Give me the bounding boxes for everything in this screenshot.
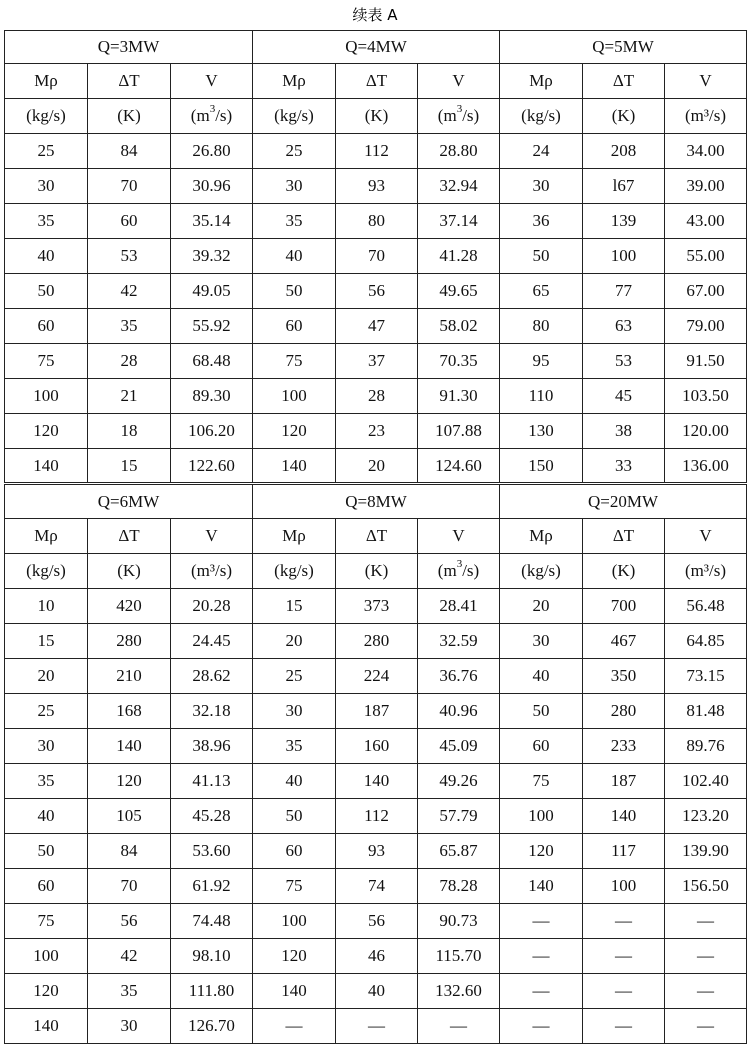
table-cell: 32.94 (418, 169, 500, 204)
table-cell: 115.70 (418, 939, 500, 974)
table-cell: 280 (336, 624, 418, 659)
data-table (4, 30, 747, 1044)
table-cell: 61.92 (171, 869, 253, 904)
column-unit: (K) (88, 99, 171, 134)
group-label: Q=20MW (500, 484, 747, 519)
table-cell: 50 (253, 799, 336, 834)
table-cell: 37 (336, 344, 418, 379)
table-cell: 25 (5, 694, 88, 729)
table-cell: 373 (336, 589, 418, 624)
table-cell: 112 (336, 134, 418, 169)
table-cell: 15 (88, 449, 171, 484)
table-cell: 50 (500, 239, 583, 274)
table-cell: 140 (336, 764, 418, 799)
table-cell: 140 (5, 449, 88, 484)
table-cell: 60 (5, 869, 88, 904)
table-cell: 233 (583, 729, 665, 764)
table-row (5, 659, 747, 694)
table-cell: 136.00 (665, 449, 747, 484)
table-cell: 60 (253, 309, 336, 344)
column-unit-row (5, 99, 747, 134)
table-cell: 20 (336, 449, 418, 484)
table-cell: 15 (5, 624, 88, 659)
table-cell: 42 (88, 274, 171, 309)
table-cell: 41.13 (171, 764, 253, 799)
table-cell: — (500, 1009, 583, 1044)
table-cell: 350 (583, 659, 665, 694)
table-cell: 35 (253, 729, 336, 764)
table-cell: 156.50 (665, 869, 747, 904)
table-cell: 35 (88, 309, 171, 344)
table-cell: 140 (88, 729, 171, 764)
table-cell: 30.96 (171, 169, 253, 204)
table-cell: 30 (253, 169, 336, 204)
table-cell: 35 (5, 764, 88, 799)
table-cell: 123.20 (665, 799, 747, 834)
table-cell: 65.87 (418, 834, 500, 869)
column-unit: (kg/s) (5, 554, 88, 589)
table-cell: 93 (336, 169, 418, 204)
table-cell: 33 (583, 449, 665, 484)
column-unit: (kg/s) (500, 99, 583, 134)
table-cell: 23 (336, 414, 418, 449)
table-cell: 60 (500, 729, 583, 764)
table-cell: 60 (253, 834, 336, 869)
table-row (5, 589, 747, 624)
table-cell: — (665, 939, 747, 974)
table-cell: 56 (336, 904, 418, 939)
table-cell: 120 (5, 974, 88, 1009)
table-cell: — (665, 1009, 747, 1044)
column-unit: (m³/s) (665, 554, 747, 589)
column-header: ΔT (336, 64, 418, 99)
column-header-row (5, 64, 747, 99)
table-cell: 75 (253, 869, 336, 904)
column-unit: $(m^3/s)$ (418, 554, 500, 589)
table-cell: — (583, 904, 665, 939)
table-cell: 28.62 (171, 659, 253, 694)
column-header: V (665, 64, 747, 99)
table-cell: 39.00 (665, 169, 747, 204)
table-cell: 45 (583, 379, 665, 414)
table-row (5, 379, 747, 414)
table-cell: — (665, 974, 747, 1009)
table-cell: 35 (88, 974, 171, 1009)
column-header: V (665, 519, 747, 554)
table-cell: 38.96 (171, 729, 253, 764)
table-cell: 132.60 (418, 974, 500, 1009)
table-cell: 40 (5, 799, 88, 834)
table-cell: 89.76 (665, 729, 747, 764)
column-header: ΔT (336, 519, 418, 554)
table-cell: 50 (500, 694, 583, 729)
table-cell: 78.28 (418, 869, 500, 904)
table-row (5, 904, 747, 939)
group-label: Q=3MW (5, 31, 253, 64)
table-row (5, 729, 747, 764)
table-cell: 84 (88, 834, 171, 869)
group-header-row (5, 484, 747, 519)
column-unit: (K) (88, 554, 171, 589)
table-cell: 45.09 (418, 729, 500, 764)
table-cell: 103.50 (665, 379, 747, 414)
table-cell: 47 (336, 309, 418, 344)
table-row (5, 799, 747, 834)
table-cell: 45.28 (171, 799, 253, 834)
group-header-row (5, 31, 747, 64)
table-row (5, 414, 747, 449)
column-header: Mρ (5, 519, 88, 554)
table-cell: 30 (5, 729, 88, 764)
table-cell: — (418, 1009, 500, 1044)
table-cell: 70.35 (418, 344, 500, 379)
table-cell: 110 (500, 379, 583, 414)
table-cell: 75 (500, 764, 583, 799)
table-row (5, 869, 747, 904)
table-cell: 56.48 (665, 589, 747, 624)
table-cell: 84 (88, 134, 171, 169)
table-cell: 140 (500, 869, 583, 904)
table-cell: 30 (500, 624, 583, 659)
table-cell: 112 (336, 799, 418, 834)
table-cell: 100 (500, 799, 583, 834)
table-cell: 36 (500, 204, 583, 239)
column-header: Mρ (5, 64, 88, 99)
table-cell: 40 (336, 974, 418, 1009)
table-cell: 15 (253, 589, 336, 624)
table-cell: 38 (583, 414, 665, 449)
table-cell: 467 (583, 624, 665, 659)
table-cell: 280 (88, 624, 171, 659)
table-cell: — (253, 1009, 336, 1044)
group-label: Q=8MW (253, 484, 500, 519)
table-cell: 89.30 (171, 379, 253, 414)
table-cell: 25 (5, 134, 88, 169)
column-header: Mρ (253, 64, 336, 99)
column-unit: (m³/s) (171, 554, 253, 589)
table-cell: 67.00 (665, 274, 747, 309)
table-cell: 168 (88, 694, 171, 729)
table-cell: 65 (500, 274, 583, 309)
table-row (5, 309, 747, 344)
table-cell: 120 (500, 834, 583, 869)
table-cell: 73.15 (665, 659, 747, 694)
table-cell: 122.60 (171, 449, 253, 484)
table-cell: 120 (88, 764, 171, 799)
table-cell: 49.65 (418, 274, 500, 309)
table-cell: 700 (583, 589, 665, 624)
table-cell: 98.10 (171, 939, 253, 974)
table-cell: 224 (336, 659, 418, 694)
table-cell: 120 (253, 939, 336, 974)
table-cell: 75 (5, 904, 88, 939)
table-cell: 100 (583, 869, 665, 904)
table-cell: 53 (88, 239, 171, 274)
table-cell: 140 (583, 799, 665, 834)
column-unit: (kg/s) (253, 99, 336, 134)
table-cell: 50 (5, 274, 88, 309)
table-cell: 100 (583, 239, 665, 274)
table-cell: 124.60 (418, 449, 500, 484)
group-label: Q=6MW (5, 484, 253, 519)
table-row (5, 204, 747, 239)
table-cell: 50 (5, 834, 88, 869)
table-cell: 75 (5, 344, 88, 379)
table-cell: 30 (500, 169, 583, 204)
table-cell: 139 (583, 204, 665, 239)
table-cell: 70 (88, 169, 171, 204)
table-cell: — (500, 904, 583, 939)
column-header-row (5, 519, 747, 554)
table-cell: 79.00 (665, 309, 747, 344)
table-cell: 21 (88, 379, 171, 414)
table-row (5, 169, 747, 204)
table-cell: 75 (253, 344, 336, 379)
table-cell: 100 (5, 379, 88, 414)
table-cell: 106.20 (171, 414, 253, 449)
table-cell: 187 (583, 764, 665, 799)
table-row (5, 1009, 747, 1044)
table-cell: 80 (336, 204, 418, 239)
table-cell: 60 (5, 309, 88, 344)
table-row (5, 624, 747, 659)
table-cell: 81.48 (665, 694, 747, 729)
table-cell: 43.00 (665, 204, 747, 239)
column-unit: (kg/s) (500, 554, 583, 589)
table-cell: 139.90 (665, 834, 747, 869)
table-cell: 55.92 (171, 309, 253, 344)
table-cell: 102.40 (665, 764, 747, 799)
column-unit: (kg/s) (5, 99, 88, 134)
table-cell: 93 (336, 834, 418, 869)
table-cell: 28 (336, 379, 418, 414)
column-unit-row (5, 554, 747, 589)
table-cell: — (583, 974, 665, 1009)
column-unit: (m³/s) (665, 99, 747, 134)
column-header: V (171, 519, 253, 554)
table-cell: 120.00 (665, 414, 747, 449)
table-cell: 57.79 (418, 799, 500, 834)
table-cell: 126.70 (171, 1009, 253, 1044)
table-cell: 150 (500, 449, 583, 484)
table-row (5, 694, 747, 729)
table-cell: 53 (583, 344, 665, 379)
column-unit: $(m^3/s)$ (418, 99, 500, 134)
table-cell: 25 (253, 134, 336, 169)
column-header: ΔT (88, 519, 171, 554)
table-cell: 32.59 (418, 624, 500, 659)
table-cell: 130 (500, 414, 583, 449)
column-header: ΔT (583, 64, 665, 99)
table-cell: 63 (583, 309, 665, 344)
table-cell: 56 (88, 904, 171, 939)
table-cell: 58.02 (418, 309, 500, 344)
table-cell: 53.60 (171, 834, 253, 869)
table-cell: 35 (5, 204, 88, 239)
table-caption: 续表 A (352, 6, 398, 24)
table-cell: 46 (336, 939, 418, 974)
table-cell: 30 (5, 169, 88, 204)
table-cell: 74 (336, 869, 418, 904)
table-cell: 28 (88, 344, 171, 379)
table-cell: 64.85 (665, 624, 747, 659)
group-label: Q=5MW (500, 31, 747, 64)
column-unit: (K) (336, 554, 418, 589)
table-row (5, 939, 747, 974)
column-header: Mρ (500, 64, 583, 99)
table-cell: 105 (88, 799, 171, 834)
table-cell: 28.80 (418, 134, 500, 169)
table-cell: 95 (500, 344, 583, 379)
table-cell: 100 (253, 379, 336, 414)
table-cell: 30 (253, 694, 336, 729)
table-cell: l67 (583, 169, 665, 204)
table-cell: 40 (253, 764, 336, 799)
table-cell: 50 (253, 274, 336, 309)
table-cell: 20 (500, 589, 583, 624)
column-unit: (kg/s) (253, 554, 336, 589)
table-cell: 70 (88, 869, 171, 904)
table-cell: 28.41 (418, 589, 500, 624)
table-cell: 36.76 (418, 659, 500, 694)
table-cell: 210 (88, 659, 171, 694)
table-cell: 40 (500, 659, 583, 694)
table-cell: 40.96 (418, 694, 500, 729)
table-cell: 100 (5, 939, 88, 974)
column-unit: (K) (583, 99, 665, 134)
table-cell: 140 (5, 1009, 88, 1044)
table-cell: 160 (336, 729, 418, 764)
table-cell: 80 (500, 309, 583, 344)
table-cell: 49.05 (171, 274, 253, 309)
table-cell: 20.28 (171, 589, 253, 624)
table-cell: 420 (88, 589, 171, 624)
column-header: V (418, 519, 500, 554)
table-cell: 91.30 (418, 379, 500, 414)
table-cell: 120 (5, 414, 88, 449)
column-header: Mρ (253, 519, 336, 554)
table-cell: 60 (88, 204, 171, 239)
table-cell: 120 (253, 414, 336, 449)
table-cell: 20 (253, 624, 336, 659)
table-cell: 280 (583, 694, 665, 729)
table-cell: 35.14 (171, 204, 253, 239)
table-cell: 74.48 (171, 904, 253, 939)
table-cell: — (665, 904, 747, 939)
column-header: ΔT (88, 64, 171, 99)
column-unit: (K) (336, 99, 418, 134)
table-cell: 70 (336, 239, 418, 274)
table-cell: — (336, 1009, 418, 1044)
table-cell: 40 (253, 239, 336, 274)
table-cell: 140 (253, 974, 336, 1009)
column-header: ΔT (583, 519, 665, 554)
table-cell: 56 (336, 274, 418, 309)
table-row (5, 274, 747, 309)
table-row (5, 344, 747, 379)
column-header: Mρ (500, 519, 583, 554)
table-cell: 91.50 (665, 344, 747, 379)
table-cell: 37.14 (418, 204, 500, 239)
table-row (5, 239, 747, 274)
table-cell: 30 (88, 1009, 171, 1044)
table-cell: 35 (253, 204, 336, 239)
table-cell: 111.80 (171, 974, 253, 1009)
table-cell: 42 (88, 939, 171, 974)
column-unit: (K) (583, 554, 665, 589)
table-cell: 49.26 (418, 764, 500, 799)
table-row (5, 449, 747, 484)
table-cell: 208 (583, 134, 665, 169)
column-header: V (418, 64, 500, 99)
table-cell: 117 (583, 834, 665, 869)
table-cell: 187 (336, 694, 418, 729)
table-row (5, 764, 747, 799)
table-cell: 10 (5, 589, 88, 624)
table-cell: 107.88 (418, 414, 500, 449)
table-cell: 18 (88, 414, 171, 449)
column-unit: $(m^3/s)$ (171, 99, 253, 134)
table-cell: 41.28 (418, 239, 500, 274)
table-cell: 39.32 (171, 239, 253, 274)
table-cell: 32.18 (171, 694, 253, 729)
table-cell: 90.73 (418, 904, 500, 939)
column-header: V (171, 64, 253, 99)
table-row (5, 974, 747, 1009)
table-cell: 55.00 (665, 239, 747, 274)
table-cell: 20 (5, 659, 88, 694)
table-cell: 34.00 (665, 134, 747, 169)
group-label: Q=4MW (253, 31, 500, 64)
table-cell: — (500, 974, 583, 1009)
table-cell: 68.48 (171, 344, 253, 379)
table-cell: 24.45 (171, 624, 253, 659)
table-row (5, 834, 747, 869)
table-row (5, 134, 747, 169)
table-cell: 100 (253, 904, 336, 939)
table-cell: — (500, 939, 583, 974)
table-cell: 40 (5, 239, 88, 274)
table-cell: — (583, 1009, 665, 1044)
table-cell: 26.80 (171, 134, 253, 169)
table-cell: 24 (500, 134, 583, 169)
table-cell: 25 (253, 659, 336, 694)
table-cell: 77 (583, 274, 665, 309)
table-cell: — (583, 939, 665, 974)
table-cell: 140 (253, 449, 336, 484)
